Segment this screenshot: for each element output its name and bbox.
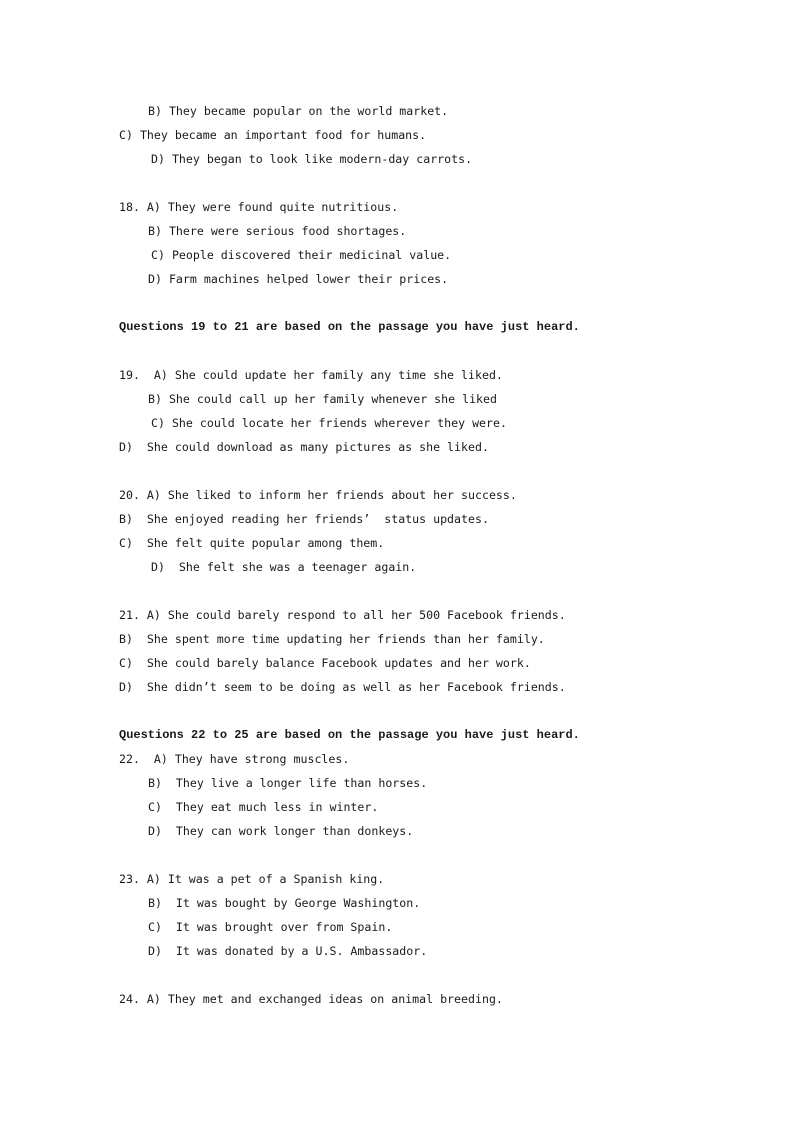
line-22c: C) They eat much less in winter. [148,800,379,814]
line-22d: D) They can work longer than donkeys. [148,824,414,838]
line-18c: C) People discovered their medicinal value. [151,248,452,262]
line-19a: 19. A) She could update her family any time she liked. [119,368,503,382]
line-17d: D) They began to look like modern-day carrots. [151,152,473,166]
line-21d: D) She didn’t seem to be doing as well as her Facebook friends. [119,680,566,694]
line-21a: 21. A) She could barely respond to all her 500 Facebook friends. [119,608,566,622]
line-23a: 23. A) It was a pet of a Spanish king. [119,872,385,886]
line-20c: C) She felt quite popular among them. [119,536,385,550]
line-18b: B) There were serious food shortages. [148,224,407,238]
line-21b: B) She spent more time updating her friends than her family. [119,632,545,646]
line-21c: C) She could barely balance Facebook updates and her work. [119,656,531,670]
line-20d: D) She felt she was a teenager again. [151,560,417,574]
line-22b: B) They live a longer life than horses. [148,776,428,790]
line-24a: 24. A) They met and exchanged ideas on animal breeding. [119,992,503,1006]
section-heading-22-25: Questions 22 to 25 are based on the passage you have just heard. [119,728,580,742]
line-23b: B) It was bought by George Washington. [148,896,421,910]
line-20b: B) She enjoyed reading her friends’ status updates. [119,512,489,526]
line-18a: 18. A) They were found quite nutritious. [119,200,399,214]
line-23c: C) It was brought over from Spain. [148,920,393,934]
line-17c: C) They became an important food for humans. [119,128,427,142]
line-23d: D) It was donated by a U.S. Ambassador. [148,944,428,958]
line-18d: D) Farm machines helped lower their prices. [148,272,449,286]
line-19d: D) She could download as many pictures as she liked. [119,440,489,454]
line-22a: 22. A) They have strong muscles. [119,752,350,766]
line-19c: C) She could locate her friends wherever they were. [151,416,507,430]
line-17b: B) They became popular on the world market. [148,104,449,118]
line-19b: B) She could call up her family whenever she liked [148,392,498,406]
line-20a: 20. A) She liked to inform her friends about her success. [119,488,517,502]
section-heading-19-21: Questions 19 to 21 are based on the passage you have just heard. [119,320,580,334]
